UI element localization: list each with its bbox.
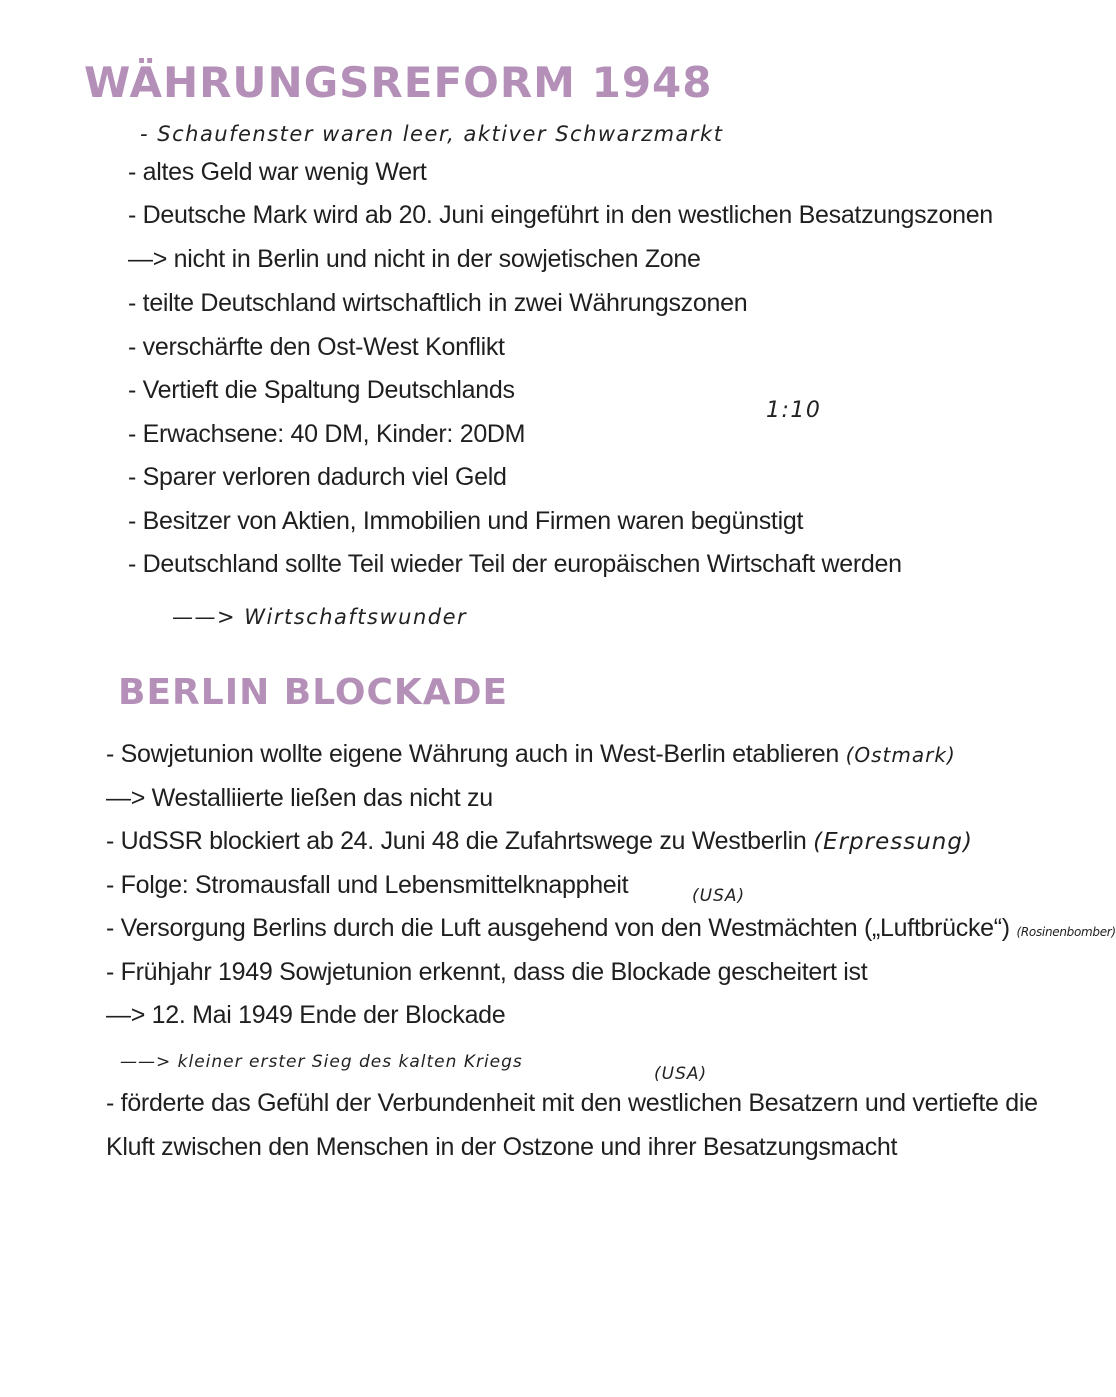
note-line: - Vertieft die Spaltung Deutschlands: [128, 376, 515, 404]
handwritten-note-schaufenster: - Schaufenster waren leer, aktiver Schwarzmarkt: [140, 122, 724, 146]
handwritten-note-rosinenbomber: (Rosinenbomber): [1016, 925, 1116, 939]
note-line-text: - Versorgung Berlins durch die Luft ausgehend von den Westmächten („Luftbrücke“): [106, 914, 1010, 942]
note-line-text: - UdSSR blockiert ab 24. Juni 48 die Zufahrtswege zu Westberlin: [106, 827, 807, 855]
note-line: - teilte Deutschland wirtschaftlich in zwei Währungszonen: [128, 289, 748, 317]
note-line: - Erwachsene: 40 DM, Kinder: 20DM: [128, 420, 526, 448]
handwritten-note-erpressung: (Erpressung): [813, 829, 973, 855]
note-line: - Deutschland sollte Teil wieder Teil der europäischen Wirtschaft werden: [128, 550, 902, 578]
note-line: - verschärfte den Ost-West Konflikt: [128, 333, 505, 361]
note-line: - Sparer verloren dadurch viel Geld: [128, 463, 507, 491]
handwritten-note-usa: (USA): [654, 1064, 708, 1084]
note-line: [106, 740, 956, 769]
note-line: [106, 914, 1116, 943]
note-line: - Besitzer von Aktien, Immobilien und Firmen waren begünstigt: [128, 507, 804, 535]
note-line: - Frühjahr 1949 Sowjetunion erkennt, dass die Blockade gescheitert ist: [106, 958, 868, 986]
note-line-text: - Sowjetunion wollte eigene Währung auch in West-Berlin etablieren: [106, 740, 839, 768]
note-line: Kluft zwischen den Menschen in der Ostzone und ihrer Besatzungsmacht: [106, 1133, 898, 1161]
note-line: —> nicht in Berlin und nicht in der sowjetischen Zone: [128, 245, 701, 273]
note-line: [106, 827, 973, 856]
note-line: - Folge: Stromausfall und Lebensmittelknappheit: [106, 871, 629, 899]
note-line: - förderte das Gefühl der Verbundenheit mit den westlichen Besatzern und vertiefte die: [106, 1089, 1038, 1117]
note-line: - Deutsche Mark wird ab 20. Juni eingeführt in den westlichen Besatzungszonen: [128, 201, 993, 229]
section-title-berlin-blockade: BERLIN BLOCKADE: [118, 672, 509, 713]
handwritten-note-usa: (USA): [692, 886, 746, 906]
note-line: —> Westalliierte ließen das nicht zu: [106, 784, 493, 812]
note-line: —> 12. Mai 1949 Ende der Blockade: [106, 1001, 506, 1029]
handwritten-note-wirtschaftswunder: ——> Wirtschaftswunder: [172, 605, 468, 629]
handwritten-ratio-note: 1:10: [766, 398, 822, 423]
handwritten-note-kalter-krieg: ——> kleiner erster Sieg des kalten Kriegs: [120, 1052, 523, 1072]
section-title-waehrungsreform: WÄHRUNGSREFORM 1948: [84, 58, 713, 107]
handwritten-note-ostmark: (Ostmark): [845, 743, 956, 767]
note-line: - altes Geld war wenig Wert: [128, 158, 427, 186]
